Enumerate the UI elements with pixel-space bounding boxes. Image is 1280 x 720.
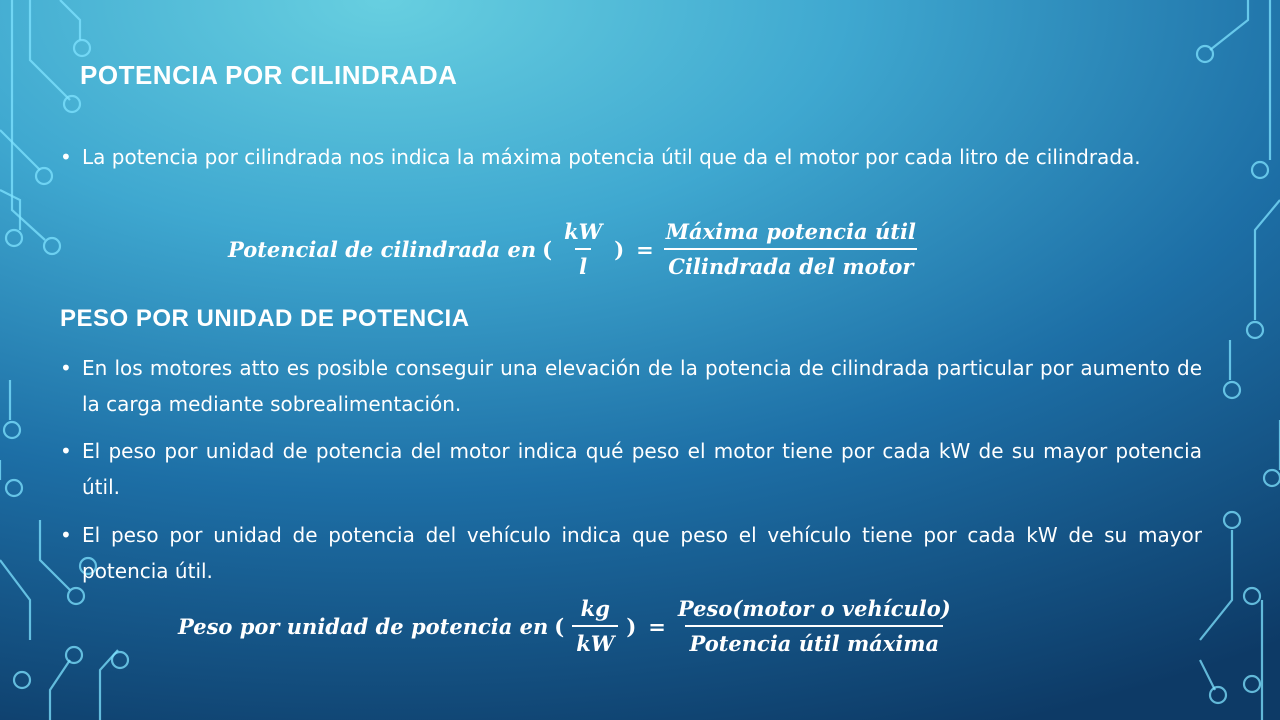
slide-title: POTENCIA POR CILINDRADA <box>80 60 458 90</box>
unit-numerator: kg <box>580 596 610 621</box>
rhs-denominator: Potencia útil máxima <box>685 625 943 656</box>
bullet-text: El peso por unidad de potencia del vehículo indica que peso el vehículo tiene por cada kW de su mayor potencia útil. <box>82 523 1202 583</box>
bullet-potencia-cilindrada <box>60 139 1202 175</box>
bullet-peso-motor <box>60 433 1202 505</box>
bullet-dot: • <box>60 145 72 169</box>
formula-peso-potencia <box>178 596 957 656</box>
rhs-fraction <box>674 596 955 656</box>
paren-open: ( <box>554 613 565 639</box>
unit-denominator: kW <box>572 625 618 656</box>
bullet-dot: • <box>60 356 72 380</box>
rhs-denominator: Cilindrada del motor <box>664 248 917 279</box>
bullet-text: En los motores atto es posible conseguir una elevación de la potencia de cilindrada particular por aumento de la carga mediante sobrealimentación. <box>82 356 1202 416</box>
equals-sign: = <box>636 236 654 262</box>
paren-close: ) <box>626 613 637 639</box>
unit-denominator: l <box>575 248 591 279</box>
rhs-numerator: Peso(motor o vehículo) <box>677 596 951 621</box>
bullet-dot: • <box>60 439 72 463</box>
equals-sign: = <box>648 613 666 639</box>
formula-potencia-cilindrada <box>228 219 922 279</box>
bullet-motores-atto <box>60 350 1202 422</box>
bullet-text: El peso por unidad de potencia del motor indica qué peso el motor tiene por cada kW de su mayor potencia útil. <box>82 439 1202 499</box>
bullet-peso-vehiculo <box>60 517 1202 589</box>
paren-open: ( <box>542 236 553 262</box>
unit-fraction <box>560 219 606 279</box>
formula-lhs: Potencial de cilindrada en <box>228 236 537 262</box>
unit-fraction <box>572 596 618 656</box>
rhs-numerator: Máxima potencia útil <box>665 219 916 244</box>
bullet-dot: • <box>60 523 72 547</box>
formula-lhs: Peso por unidad de potencia en <box>178 613 549 639</box>
paren-close: ) <box>614 236 625 262</box>
section-subtitle: PESO POR UNIDAD DE POTENCIA <box>60 305 470 332</box>
rhs-fraction <box>662 219 920 279</box>
unit-numerator: kW <box>564 219 603 244</box>
bullet-text: La potencia por cilindrada nos indica la máxima potencia útil que da el motor por cada litro de cilindrada. <box>82 145 1141 169</box>
